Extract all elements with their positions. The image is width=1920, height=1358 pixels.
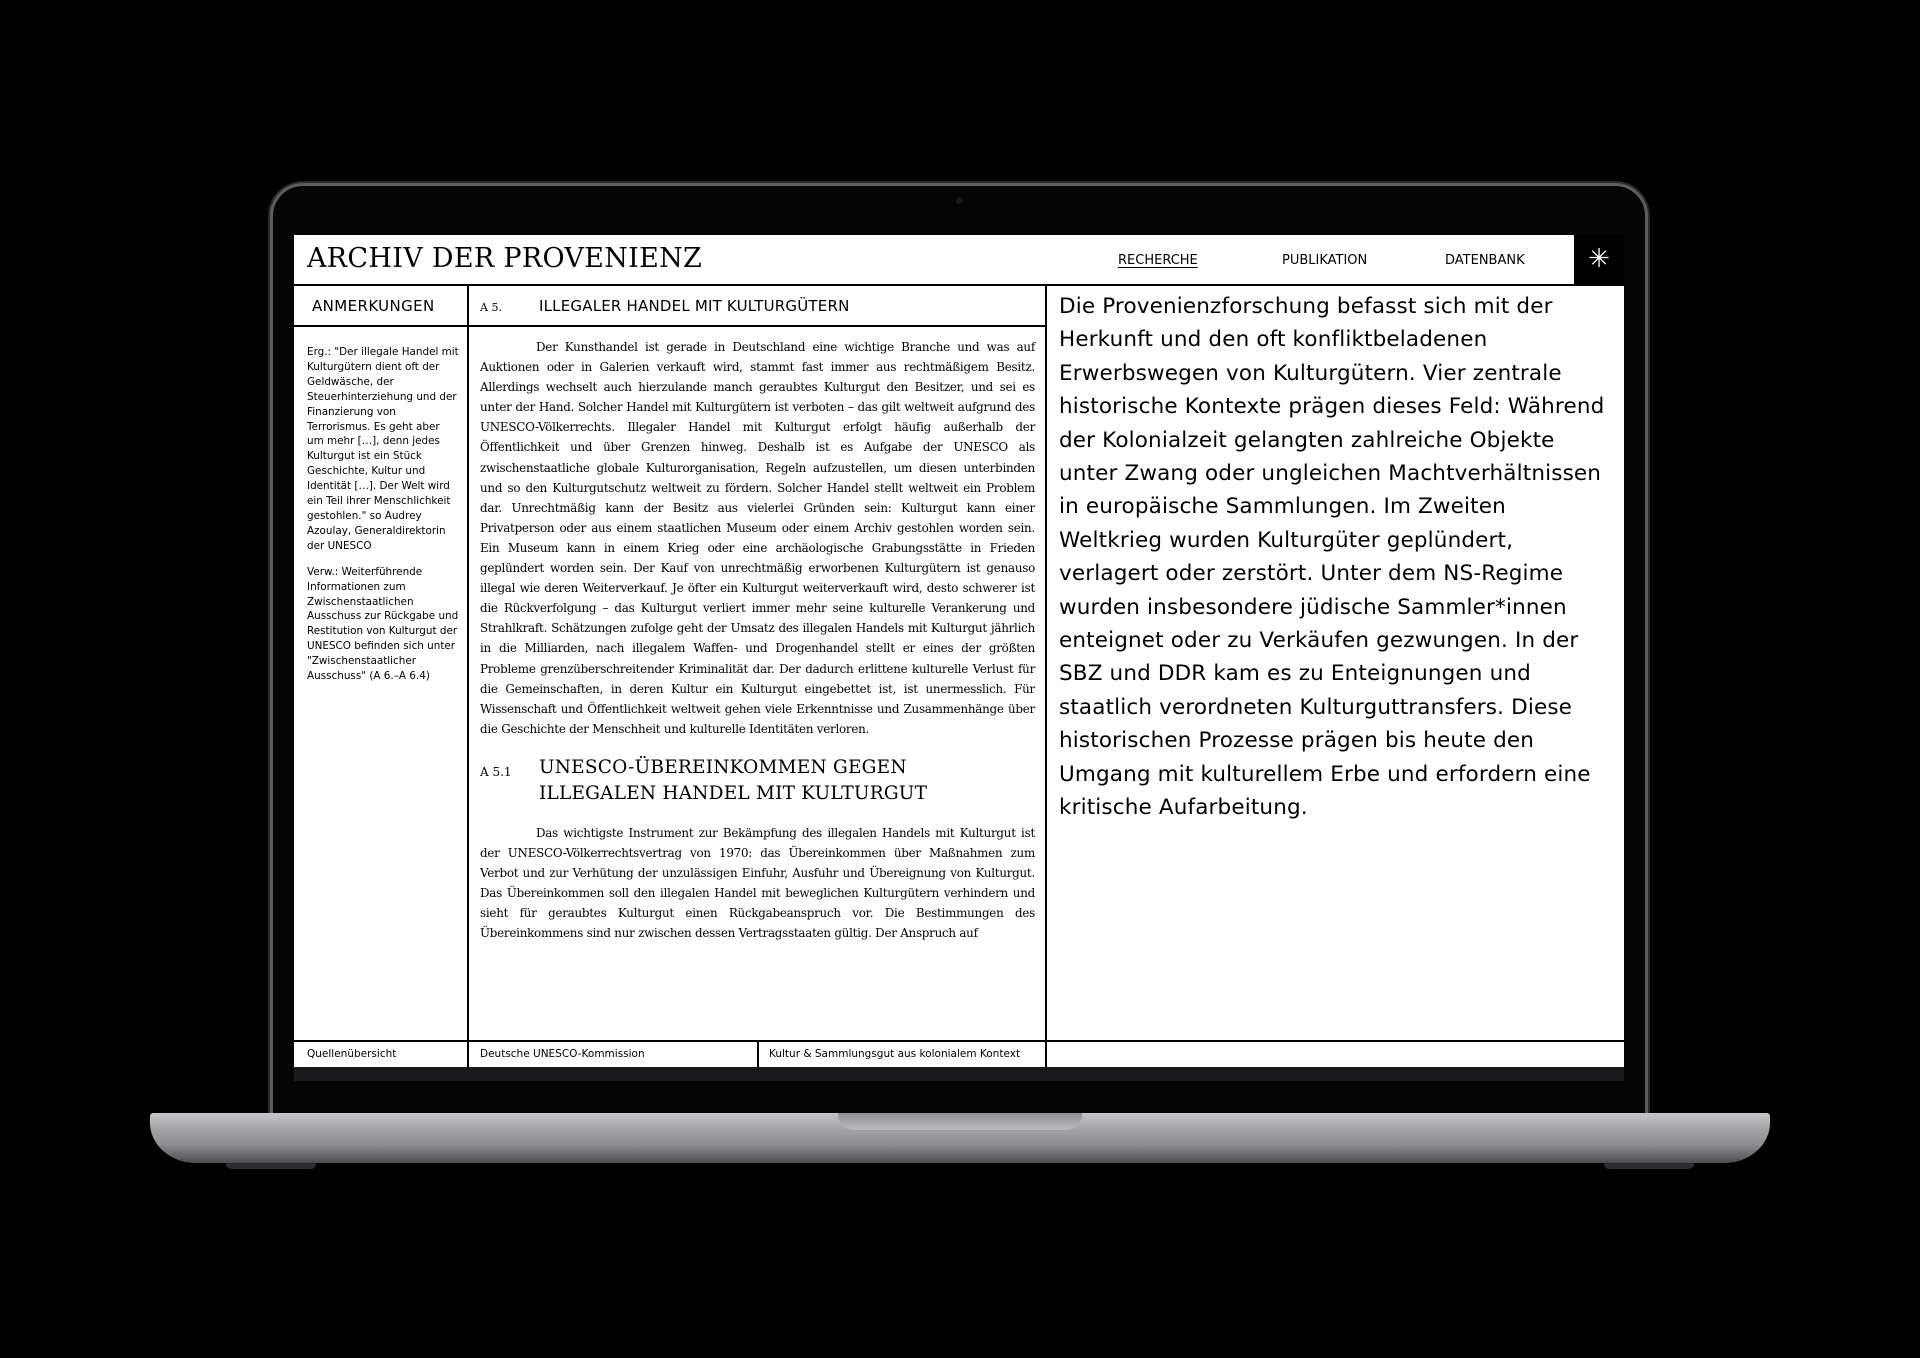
laptop-hinge-notch [838,1113,1082,1130]
subsection-title: UNESCO-ÜBEREINKOMMEN GEGEN ILLEGALEN HANDEL MIT KULTURGUT [539,756,928,804]
subsection-heading [469,753,1045,809]
subsection-body [469,823,1045,944]
note-item: Erg.: "Der illegale Handel mit Kulturgütern dient oft der Geldwäsche, der Steuerhinterziehung und der Finanzierung von Terrorismus. Es geht aber um mehr […], denn jedes Kulturgut ist ein Stück Geschichte, Kultur und Identität […]. Der Welt wird ein Teil ihrer Menschlichkeit gestohlen." so Audrey Azoulay, Generaldirektorin der UNESCO [307,346,459,552]
laptop-foot [1604,1163,1694,1169]
notes-column [294,286,469,1040]
footer-link-colonial-context[interactable]: Kultur & Sammlungsgut aus kolonialem Kontext [759,1042,1047,1067]
footer-link-sources[interactable]: Quellenübersicht [294,1042,469,1067]
article-body [469,327,1045,739]
asterisk-icon[interactable]: ✳ [1574,235,1624,286]
nav-recherche[interactable]: RECHERCHE [1118,253,1198,268]
article-paragraph: Das wichtigste Instrument zur Bekämpfung des illegalen Handels mit Kulturgut ist der UNESCO-Völkerrechtsvertrag von 1970: das Übereinkommen über Maßnahmen zum Verbot und zur Verhütung der unzulässigen Einfuhr, Ausfuhr und Übereignung von Kulturgut. Das Übereinkommen soll den illegalen Handel mit beweglichen Kulturgütern verhindern und sieht für geraubtes Kulturgut einen Rückgabeanspruch vor. Die Bestimmungen des Übereinkommens sind nur zwischen dessen Vertragsstaaten gültig. Der Anspruch auf [480,825,1035,941]
note-item: Verw.: Weiterführende Informationen zum Zwischenstaatlichen Ausschuss zur Rückgabe und Restitution von Kulturgut der UNESCO befinden sich unter "Zwischenstaatlicher Ausschuss" (A 6.–A 6.4) [307,565,459,683]
screen-bezel-bottom [294,1067,1624,1081]
footer-link-unesco[interactable]: Deutsche UNESCO-Kommission [469,1042,759,1067]
site-header [294,235,1624,286]
site-title[interactable]: ARCHIV DER PROVENIENZ [307,243,703,274]
nav-datenbank[interactable]: DATENBANK [1445,253,1525,268]
intro-column [1047,286,1624,1040]
article-header [469,286,1045,327]
intro-text: Die Provenienzforschung befasst sich mit der Herkunft und den oft konfliktbeladenen Erwerbswegen von Kulturgütern. Vier zentrale historische Kontexte prägen dieses Feld: Während der Kolonialzeit gelangten zahlreiche Objekte unter Zwang oder ungleichen Machtverhältnissen in europäische Sammlungen. Im Zweiten Weltkrieg wurden Kulturgüter geplündert, verlagert oder zerstört. Unter dem NS-Regime wurden insbesondere jüdische Sammler*innen enteignet oder zu Verkäufen gezwungen. In der SBZ und DDR kam es zu Enteignungen und staatlich verordneten Kulturguttransfers. Diese historischen Prozesse prägen bis heute den Umgang mit kulturellem Erbe und erfordern eine kritische Aufarbeitung. [1059,294,1605,821]
section-title: ILLEGALER HANDEL MIT KULTURGÜTERN [539,297,850,315]
laptop-foot [226,1163,316,1169]
section-number: A 5. [480,301,502,314]
article-column[interactable] [469,286,1047,1040]
article-paragraph: Der Kunsthandel ist gerade in Deutschland eine wichtige Branche und was auf Auktionen oder in Galerien verkauft wird, stammt fast immer aus rechtmäßigem Besitz. Allerdings wechselt auch hierzulande manch geraubtes Kulturgut den Besitzer, und sei es unter der Hand. Solcher Handel mit Kulturgütern ist verboten – das gilt weltweit aufgrund des UNESCO-Völkerrechts. Illegaler Handel mit Kulturgut erfolgt häufig außerhalb der Öffentlichkeit und über Grenzen hinweg. Deshalb ist es Aufgabe der UNESCO als zwischenstaatliche globale Kulturorganisation, Regeln aufzustellen, um diesen unterbinden und so den Kulturgutschutz weltweit zu fördern. Solcher Handel stellt weltweit ein Problem dar. Unrechtmäßig kann der Besitz aus vielerlei Gründen sein: Kulturgut kann einer Privatperson oder aus einem staatlichen Museum oder einem Archiv gestohlen worden sein. Ein Museum kann in einem Krieg oder eine archäologische Grabungsstätte in Frieden geplündert worden sein. Der Kauf von unrechtmäßig erworbenen Kulturgütern ist genauso illegal wie deren Weiterverkauf. Je öfter ein Kulturgut weiterverkauft wird, desto schwerer ist die Rückverfolgung – das Kulturgut verliert immer mehr seine kulturelle Verankerung und Strahlkraft. Schätzungen zufolge geht der Umsatz des illegalen Handels mit Kulturgut jährlich in die Milliarden, nach illegalem Waffen- und Drogenhandel stellt er eines der größten Probleme grenzüberschreitender Kriminalität dar. Der dadurch erlittene kulturelle Verlust für die Gemeinschaften, in deren Kultur ein Kulturgut eingebettet ist, ist unermesslich. Für Wissenschaft und Öffentlichkeit weltweit gehen viele Erkenntnisse und Zusammenhänge über die Geschichte der Menschheit und kulturelle Identitäten verloren. [480,340,1035,736]
nav-publikation[interactable]: PUBLIKATION [1282,253,1368,268]
notes-list [294,327,467,684]
source-footer [294,1040,1624,1067]
camera-dot [956,197,963,204]
subsection-number: A 5.1 [480,764,512,779]
browser-viewport [294,235,1624,1067]
notes-title: ANMERKUNGEN [312,297,435,315]
notes-header [294,286,467,327]
